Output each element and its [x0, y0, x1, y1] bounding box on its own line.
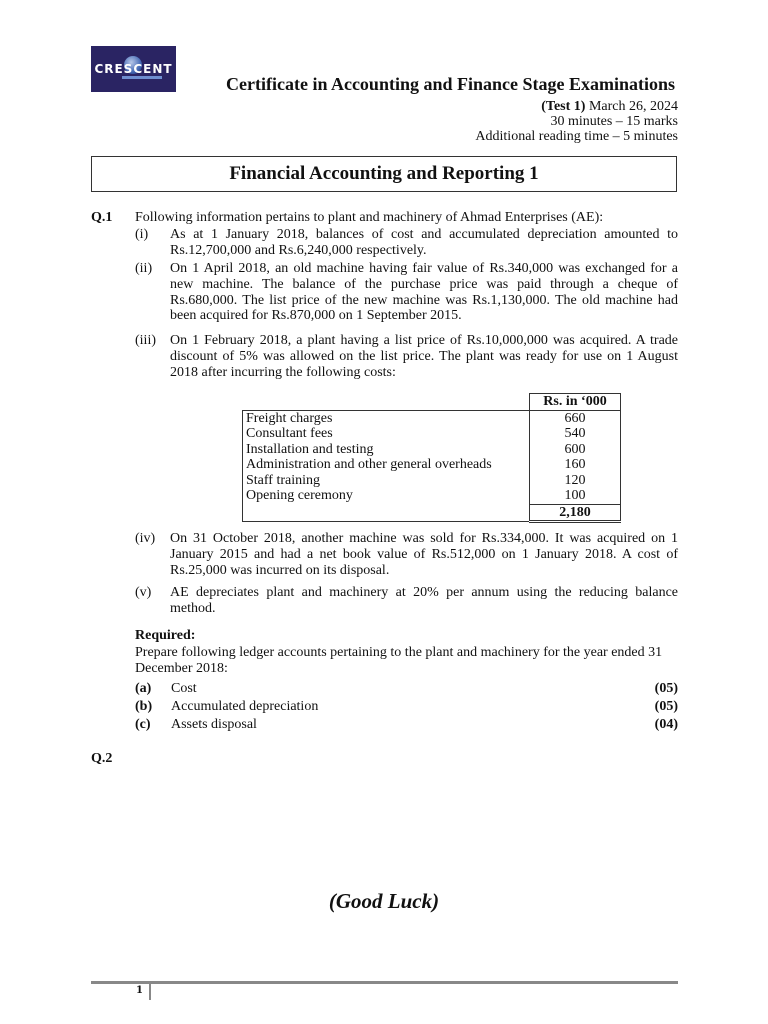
question-1-item-i — [135, 227, 678, 259]
test-label: (Test 1) — [541, 99, 586, 114]
question-1-item-iii — [135, 333, 678, 380]
required-heading: Required: — [135, 628, 196, 643]
marks: (05) — [654, 681, 678, 696]
table-row: Administration and other general overheads 160 — [243, 457, 621, 473]
question-1-item-v — [135, 585, 678, 617]
page-number: 1 — [136, 985, 143, 996]
question-1-intro: Following information pertains to plant and machinery of Ahmad Enterprises (AE): — [135, 210, 604, 225]
marks: (04) — [654, 717, 678, 732]
paper-title-box — [91, 156, 677, 192]
table-row: Consultant fees 540 — [243, 426, 621, 442]
required-part-b: (b) Accumulated depreciation (05) — [135, 699, 678, 714]
good-luck-closing: (Good Luck) — [328, 889, 440, 913]
table-row: Installation and testing 600 — [243, 442, 621, 458]
exam-date: March 26, 2024 — [585, 99, 678, 114]
question-1-item-ii — [135, 261, 678, 324]
paper-title: Financial Accounting and Reporting 1 — [229, 163, 539, 184]
logo-text: CRESCENT — [94, 62, 173, 76]
required-part-c: (c) Assets disposal (04) — [135, 717, 678, 732]
item-text: On 1 April 2018, an old machine having fair value of Rs.340,000 was exchanged for a new machine. The balance of the purchase price was paid through a cheque of Rs.680,000. The list price of the new machine was Rs.1,130,000. The old machine had been acquired for Rs.870,000 on 1 September 2015. — [170, 261, 678, 324]
item-text: On 31 October 2018, another machine was sold for Rs.334,000. It was acquired on 1 January 2015 and had a net book value of Rs.512,000 on 1 January 2018. A cost of Rs.25,000 was incurred on its disposal. — [170, 531, 678, 578]
item-numeral: (iii) — [135, 333, 156, 348]
cost-table-total: 2,180 — [530, 504, 621, 522]
item-text: On 1 February 2018, a plant having a list price of Rs.10,000,000 was acquired. A trade discount of 5% was allowed on the list price. The plant was ready for use on 1 August 2018 after incurring the following costs: — [170, 333, 678, 380]
exam-title: Certificate in Accounting and Finance Stage Examinations — [226, 74, 675, 94]
question-2-number: Q.2 — [91, 751, 113, 766]
reading-time: Additional reading time – 5 minutes — [475, 129, 678, 144]
logo-tagline-bar — [122, 76, 162, 79]
duration-marks: 30 minutes – 15 marks — [550, 114, 678, 129]
required-instruction: Prepare following ledger accounts pertaining to the plant and machinery for the year ended 31 December 2018: — [135, 645, 663, 676]
item-text: As at 1 January 2018, balances of cost and accumulated depreciation amounted to Rs.12,700,000 and Rs.6,240,000 respectively. — [170, 227, 678, 258]
question-1-number: Q.1 — [91, 210, 113, 225]
item-numeral: (i) — [135, 227, 149, 242]
required-part-a: (a) Cost (05) — [135, 681, 678, 696]
cost-table-header: Rs. in ‘000 — [530, 394, 621, 411]
question-1-item-iv — [135, 531, 678, 578]
item-numeral: (v) — [135, 585, 152, 600]
item-numeral: (ii) — [135, 261, 153, 276]
footer-rule — [91, 981, 678, 984]
item-text: AE depreciates plant and machinery at 20% per annum using the reducing balance method. — [170, 585, 678, 616]
cost-table-header-row — [243, 394, 621, 411]
marks: (05) — [654, 699, 678, 714]
table-row: Opening ceremony 100 — [243, 488, 621, 504]
test-date-line — [541, 99, 678, 115]
cost-table — [242, 393, 621, 523]
footer-divider — [149, 982, 151, 1000]
cost-table-total-row — [243, 504, 621, 522]
item-numeral: (iv) — [135, 531, 156, 546]
crescent-logo — [91, 46, 176, 92]
table-row: Freight charges 660 — [243, 410, 621, 426]
table-row: Staff training 120 — [243, 473, 621, 489]
